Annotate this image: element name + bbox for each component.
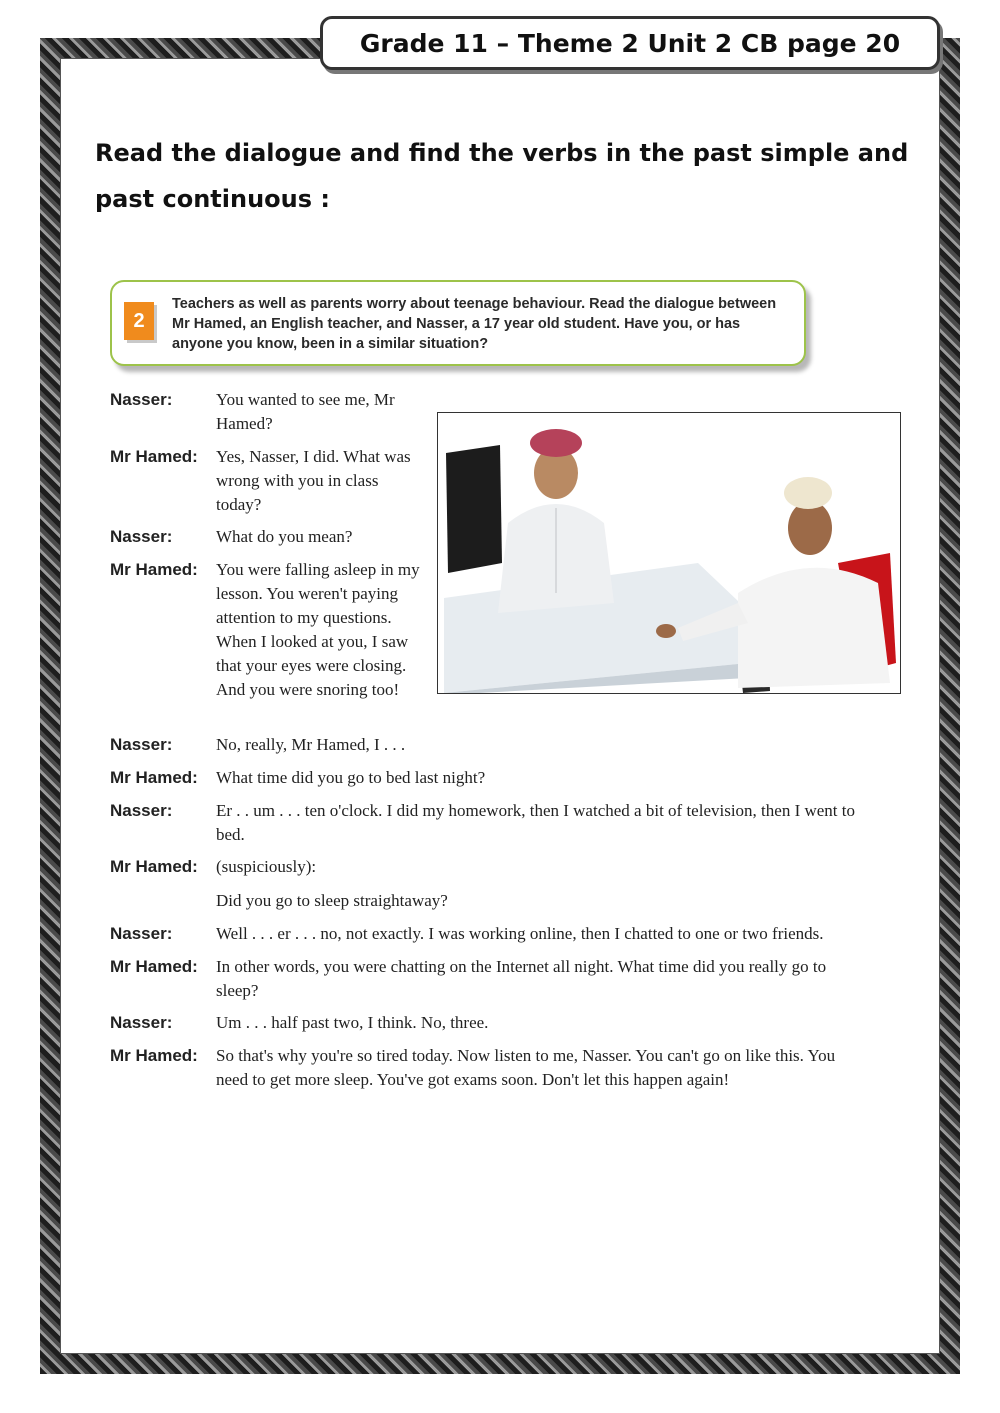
dialogue-text: What time did you go to bed last night? — [216, 768, 486, 787]
speaker-label: Nasser: — [110, 735, 173, 754]
speaker-label: Nasser: — [110, 801, 173, 820]
dialogue-text: What do you mean? — [216, 527, 353, 546]
speaker-label: Mr Hamed: — [110, 957, 198, 976]
dialogue-text: Yes, Nasser, I did. What was wrong with you in class today? — [216, 447, 411, 514]
speaker-label: Nasser: — [110, 390, 173, 409]
dialogue-text: Did you go to sleep straightaway? — [216, 891, 448, 910]
instruction-heading: Read the dialogue and find the verbs in the past simple and past continuous : — [95, 139, 909, 213]
speaker-label: Mr Hamed: — [110, 857, 198, 876]
speaker-label: Nasser: — [110, 527, 173, 546]
dialogue-text: No, really, Mr Hamed, I . . . — [216, 735, 406, 754]
speaker-label: Mr Hamed: — [110, 447, 198, 466]
dialogue-text: In other words, you were chatting on the Internet all night. What time did you really go to sleep? — [216, 957, 827, 1000]
dialogue-text: Well . . . er . . . no, not exactly. I was working online, then I chatted to one or two friends. — [216, 924, 824, 943]
speaker-label: Mr Hamed: — [110, 768, 198, 787]
dialogue-text: Er . . um . . . ten o'clock. I did my homework, then I watched a bit of television, then I went to bed. — [216, 801, 855, 844]
dialogue-text: So that's why you're so tired today. Now listen to me, Nasser. You can't go on like this. You need to get more sleep. You've got exams soon. Don't let this happen again! — [216, 1046, 836, 1089]
dialogue-text: Um . . . half past two, I think. No, three. — [216, 1013, 489, 1032]
speaker-label: Mr Hamed: — [110, 560, 198, 579]
speaker-label: Nasser: — [110, 1013, 173, 1032]
speaker-label: Nasser: — [110, 924, 173, 943]
task-number-badge: 2 — [124, 302, 154, 340]
classroom-photo — [437, 412, 901, 694]
task-description: Teachers as well as parents worry about teenage behaviour. Read the dialogue between Mr Hamed, an English teacher, and Nasser, a 17 year old student. Have you, or has anyone you know, been in a similar situation? — [172, 296, 777, 352]
dialogue-text: You wanted to see me, Mr Hamed? — [216, 390, 395, 433]
page-area — [60, 58, 940, 1354]
speaker-label: Mr Hamed: — [110, 1046, 198, 1065]
task-box — [110, 280, 806, 366]
page-title: Grade 11 – Theme 2 Unit 2 CB page 20 — [320, 16, 940, 70]
dialogue-text: You were falling asleep in my lesson. You weren't paying attention to my questions. When I looked at you, I saw that your eyes were closing. And you were snoring too! — [216, 560, 420, 699]
dialogue-text: (suspiciously): — [216, 857, 317, 876]
